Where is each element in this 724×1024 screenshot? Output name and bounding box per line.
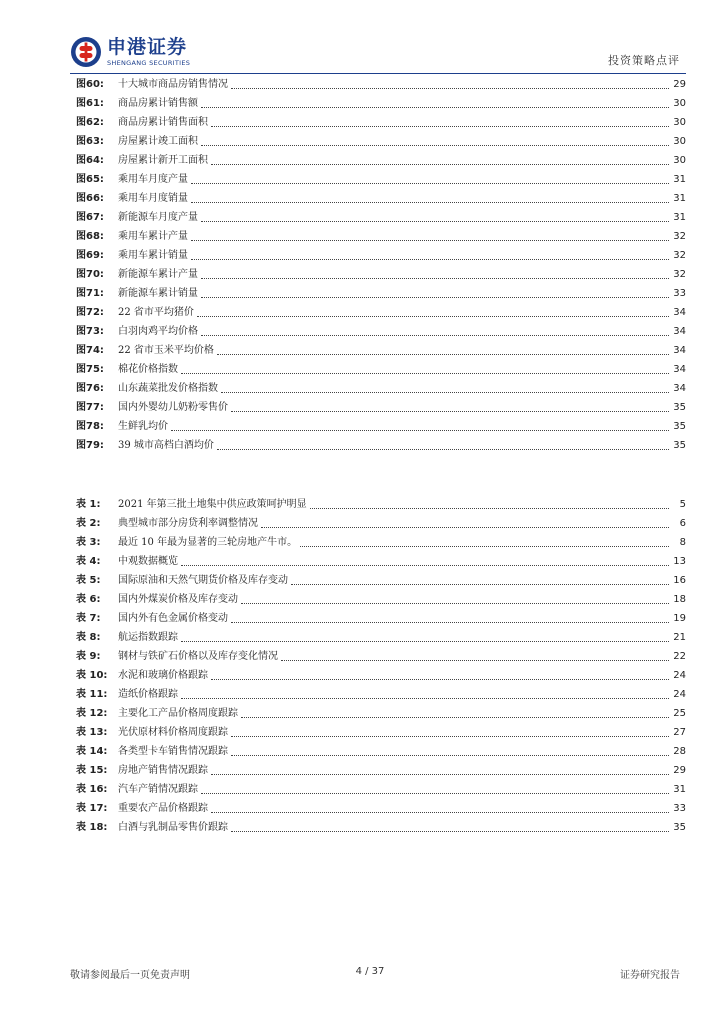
entry-title[interactable]: 山东蔬菜批发价格指数 <box>118 383 218 394</box>
entry-label: 图77: <box>76 402 104 413</box>
entry-title[interactable]: 房地产销售情况跟踪 <box>118 765 208 776</box>
entry-page-number: 33 <box>673 803 686 814</box>
dot-leader <box>201 792 669 794</box>
dot-leader <box>231 621 669 623</box>
figure-entry[interactable] <box>76 303 686 322</box>
entry-page-number: 18 <box>673 594 686 605</box>
entry-title[interactable]: 房屋累计新开工面积 <box>118 155 208 166</box>
entry-title[interactable]: 国内外婴幼儿奶粉零售价 <box>118 402 228 413</box>
dot-leader <box>201 106 669 108</box>
header-divider <box>70 73 686 74</box>
entry-page-number: 34 <box>673 383 686 394</box>
dot-leader <box>221 391 669 393</box>
entry-title[interactable]: 光伏原材料价格周度跟踪 <box>118 727 228 738</box>
entry-label: 图62: <box>76 117 104 128</box>
entry-label: 表 16: <box>76 784 108 795</box>
entry-page-number: 22 <box>673 651 686 662</box>
entry-title[interactable]: 2021 年第三批土地集中供应政策呵护明显 <box>118 499 307 510</box>
dot-leader <box>211 678 669 680</box>
dot-leader <box>281 659 669 661</box>
table-entry[interactable] <box>76 514 686 533</box>
dot-leader <box>217 448 669 450</box>
dot-leader <box>201 220 669 222</box>
entry-label: 表 9: <box>76 651 101 662</box>
entry-title[interactable]: 国内外有色金属价格变动 <box>118 613 228 624</box>
entry-page-number: 35 <box>673 822 686 833</box>
entry-label: 图61: <box>76 98 104 109</box>
entry-page-number: 30 <box>673 117 686 128</box>
dot-leader <box>241 716 669 718</box>
entry-label: 图60: <box>76 79 104 90</box>
entry-label: 图70: <box>76 269 104 280</box>
dot-leader <box>211 773 669 775</box>
entry-label: 表 15: <box>76 765 108 776</box>
dot-leader <box>181 372 669 374</box>
table-entry[interactable] <box>76 533 686 552</box>
dot-leader <box>201 144 669 146</box>
entry-title[interactable]: 22 省市平均猪价 <box>118 307 194 318</box>
entry-label: 表 2: <box>76 518 101 529</box>
figure-entry[interactable] <box>76 170 686 189</box>
dot-leader <box>191 182 669 184</box>
entry-label: 图73: <box>76 326 104 337</box>
figure-entry[interactable] <box>76 151 686 170</box>
entry-page-number: 29 <box>673 765 686 776</box>
entry-label: 表 18: <box>76 822 108 833</box>
dot-leader <box>231 830 669 832</box>
entry-title[interactable]: 乘用车累计产量 <box>118 231 188 242</box>
entry-title[interactable]: 39 城市高档白酒均价 <box>118 440 214 451</box>
entry-page-number: 35 <box>673 440 686 451</box>
figure-entry[interactable] <box>76 113 686 132</box>
dot-leader <box>171 429 669 431</box>
entry-title[interactable]: 十大城市商品房销售情况 <box>118 79 228 90</box>
entry-label: 表 12: <box>76 708 108 719</box>
entry-title[interactable]: 各类型卡车销售情况跟踪 <box>118 746 228 757</box>
figure-entry[interactable] <box>76 398 686 417</box>
dot-leader <box>191 239 669 241</box>
entry-label: 图76: <box>76 383 104 394</box>
table-entry[interactable] <box>76 780 686 799</box>
entry-page-number: 32 <box>673 269 686 280</box>
entry-label: 图63: <box>76 136 104 147</box>
entry-page-number: 24 <box>673 689 686 700</box>
entry-label: 图68: <box>76 231 104 242</box>
entry-page-number: 16 <box>673 575 686 586</box>
entry-title[interactable]: 重要农产品价格跟踪 <box>118 803 208 814</box>
entry-page-number: 32 <box>673 231 686 242</box>
entry-label: 表 10: <box>76 670 108 681</box>
entry-title[interactable]: 棉花价格指数 <box>118 364 178 375</box>
table-entry[interactable] <box>76 704 686 723</box>
entry-label: 图72: <box>76 307 104 318</box>
dot-leader <box>231 410 669 412</box>
entry-label: 图75: <box>76 364 104 375</box>
entry-title[interactable]: 汽车产销情况跟踪 <box>118 784 198 795</box>
entry-label: 图78: <box>76 421 104 432</box>
figure-entry[interactable] <box>76 360 686 379</box>
figure-entry[interactable] <box>76 284 686 303</box>
shengang-logo-icon <box>70 36 102 68</box>
entry-page-number: 24 <box>673 670 686 681</box>
entry-title[interactable]: 白羽肉鸡平均价格 <box>118 326 198 337</box>
entry-label: 图66: <box>76 193 104 204</box>
entry-title[interactable]: 航运指数跟踪 <box>118 632 178 643</box>
entry-title[interactable]: 国内外煤炭价格及库存变动 <box>118 594 238 605</box>
entry-label: 表 13: <box>76 727 108 738</box>
entry-label: 图74: <box>76 345 104 356</box>
entry-title[interactable]: 乘用车累计销量 <box>118 250 188 261</box>
page-header <box>0 0 724 78</box>
entry-page-number: 30 <box>673 98 686 109</box>
table-entry[interactable] <box>76 647 686 666</box>
figure-entry[interactable] <box>76 75 686 94</box>
table-entry[interactable] <box>76 685 686 704</box>
entry-page-number: 34 <box>673 364 686 375</box>
entry-label: 表 1: <box>76 499 101 510</box>
entry-label: 表 17: <box>76 803 108 814</box>
table-entry[interactable] <box>76 590 686 609</box>
dot-leader <box>201 334 669 336</box>
dot-leader <box>191 201 669 203</box>
entry-label: 表 3: <box>76 537 101 548</box>
dot-leader <box>217 353 669 355</box>
entry-title[interactable]: 商品房累计销售面积 <box>118 117 208 128</box>
figure-entry[interactable] <box>76 246 686 265</box>
table-entry[interactable] <box>76 666 686 685</box>
entry-title[interactable]: 钢材与铁矿石价格以及库存变化情况 <box>118 651 278 662</box>
table-entry[interactable] <box>76 723 686 742</box>
document-type: 投资策略点评 <box>608 54 680 67</box>
entry-title[interactable]: 生鲜乳均价 <box>118 421 168 432</box>
dot-leader <box>211 163 669 165</box>
entry-page-number: 34 <box>673 307 686 318</box>
dot-leader <box>291 583 669 585</box>
entry-title[interactable]: 乘用车月度销量 <box>118 193 188 204</box>
entry-title[interactable]: 新能源车累计产量 <box>118 269 198 280</box>
figure-entry[interactable] <box>76 341 686 360</box>
entry-page-number: 8 <box>679 537 686 548</box>
entry-title[interactable]: 中观数据概览 <box>118 556 178 567</box>
dot-leader <box>181 564 669 566</box>
footer-report-type: 证券研究报告 <box>620 970 680 981</box>
dot-leader <box>231 735 669 737</box>
entry-title[interactable]: 主要化工产品价格周度跟踪 <box>118 708 238 719</box>
footer-disclaimer: 敬请参阅最后一页免责声明 <box>70 970 190 981</box>
entry-page-number: 34 <box>673 345 686 356</box>
dot-leader <box>181 640 669 642</box>
entry-page-number: 33 <box>673 288 686 299</box>
entry-title[interactable]: 乘用车月度产量 <box>118 174 188 185</box>
figure-entry[interactable] <box>76 436 686 455</box>
dot-leader <box>231 87 669 89</box>
entry-label: 表 11: <box>76 689 108 700</box>
entry-title[interactable]: 新能源车月度产量 <box>118 212 198 223</box>
entry-page-number: 19 <box>673 613 686 624</box>
entry-page-number: 31 <box>673 174 686 185</box>
entry-title[interactable]: 水泥和玻璃价格跟踪 <box>118 670 208 681</box>
entry-label: 图71: <box>76 288 104 299</box>
table-entry[interactable] <box>76 628 686 647</box>
entry-label: 图79: <box>76 440 104 451</box>
entry-page-number: 30 <box>673 136 686 147</box>
table-entry[interactable] <box>76 818 686 837</box>
entry-label: 表 8: <box>76 632 101 643</box>
figure-entry[interactable] <box>76 322 686 341</box>
entry-title[interactable]: 最近 10 年最为显著的三轮房地产牛市。 <box>118 537 298 548</box>
dot-leader <box>241 602 669 604</box>
figure-entry[interactable] <box>76 208 686 227</box>
entry-title[interactable]: 白酒与乳制品零售价跟踪 <box>118 822 228 833</box>
dot-leader <box>191 258 669 260</box>
entry-page-number: 5 <box>679 499 686 510</box>
entry-title[interactable]: 造纸价格跟踪 <box>118 689 178 700</box>
entry-label: 图69: <box>76 250 104 261</box>
brand-name-cn: 申港证券 <box>107 36 188 58</box>
entry-page-number: 6 <box>679 518 686 529</box>
entry-page-number: 25 <box>673 708 686 719</box>
entry-page-number: 21 <box>673 632 686 643</box>
figure-entry[interactable] <box>76 132 686 151</box>
dot-leader <box>201 296 669 298</box>
figure-entry[interactable] <box>76 94 686 113</box>
entry-title[interactable]: 典型城市部分房贷利率调整情况 <box>118 518 258 529</box>
dot-leader <box>181 697 669 699</box>
dot-leader <box>231 754 669 756</box>
figure-entry[interactable] <box>76 189 686 208</box>
dot-leader <box>211 811 669 813</box>
entry-label: 表 14: <box>76 746 108 757</box>
entry-title[interactable]: 22 省市玉米平均价格 <box>118 345 214 356</box>
table-index <box>76 495 686 837</box>
entry-page-number: 31 <box>673 193 686 204</box>
dot-leader <box>300 545 669 547</box>
entry-page-number: 32 <box>673 250 686 261</box>
entry-label: 图64: <box>76 155 104 166</box>
table-entry[interactable] <box>76 571 686 590</box>
entry-title[interactable]: 房屋累计竣工面积 <box>118 136 198 147</box>
figure-entry[interactable] <box>76 417 686 436</box>
entry-label: 表 7: <box>76 613 101 624</box>
dot-leader <box>197 315 669 317</box>
dot-leader <box>211 125 669 127</box>
figure-entry[interactable] <box>76 379 686 398</box>
entry-page-number: 35 <box>673 402 686 413</box>
entry-label: 表 5: <box>76 575 101 586</box>
entry-page-number: 30 <box>673 155 686 166</box>
dot-leader <box>261 526 669 528</box>
entry-page-number: 29 <box>673 79 686 90</box>
figure-entry[interactable] <box>76 227 686 246</box>
entry-page-number: 28 <box>673 746 686 757</box>
figure-index <box>76 75 686 455</box>
page-number: 4 / 37 <box>355 966 385 977</box>
figure-entry[interactable] <box>76 265 686 284</box>
dot-leader <box>310 507 669 509</box>
table-entry[interactable] <box>76 495 686 514</box>
entry-label: 表 6: <box>76 594 101 605</box>
entry-label: 表 4: <box>76 556 101 567</box>
entry-page-number: 31 <box>673 212 686 223</box>
dot-leader <box>201 277 669 279</box>
entry-title[interactable]: 新能源车累计销量 <box>118 288 198 299</box>
entry-label: 图67: <box>76 212 104 223</box>
entry-page-number: 31 <box>673 784 686 795</box>
page-footer <box>0 960 724 984</box>
entry-page-number: 13 <box>673 556 686 567</box>
table-entry[interactable] <box>76 799 686 818</box>
brand-name-en: SHENGANG SECURITIES <box>107 59 191 67</box>
entry-page-number: 35 <box>673 421 686 432</box>
entry-title[interactable]: 国际原油和天然气期货价格及库存变动 <box>118 575 288 586</box>
table-entry[interactable] <box>76 742 686 761</box>
table-entry[interactable] <box>76 761 686 780</box>
table-entry[interactable] <box>76 552 686 571</box>
entry-title[interactable]: 商品房累计销售额 <box>118 98 198 109</box>
entry-page-number: 34 <box>673 326 686 337</box>
table-entry[interactable] <box>76 609 686 628</box>
entry-label: 图65: <box>76 174 104 185</box>
entry-page-number: 27 <box>673 727 686 738</box>
